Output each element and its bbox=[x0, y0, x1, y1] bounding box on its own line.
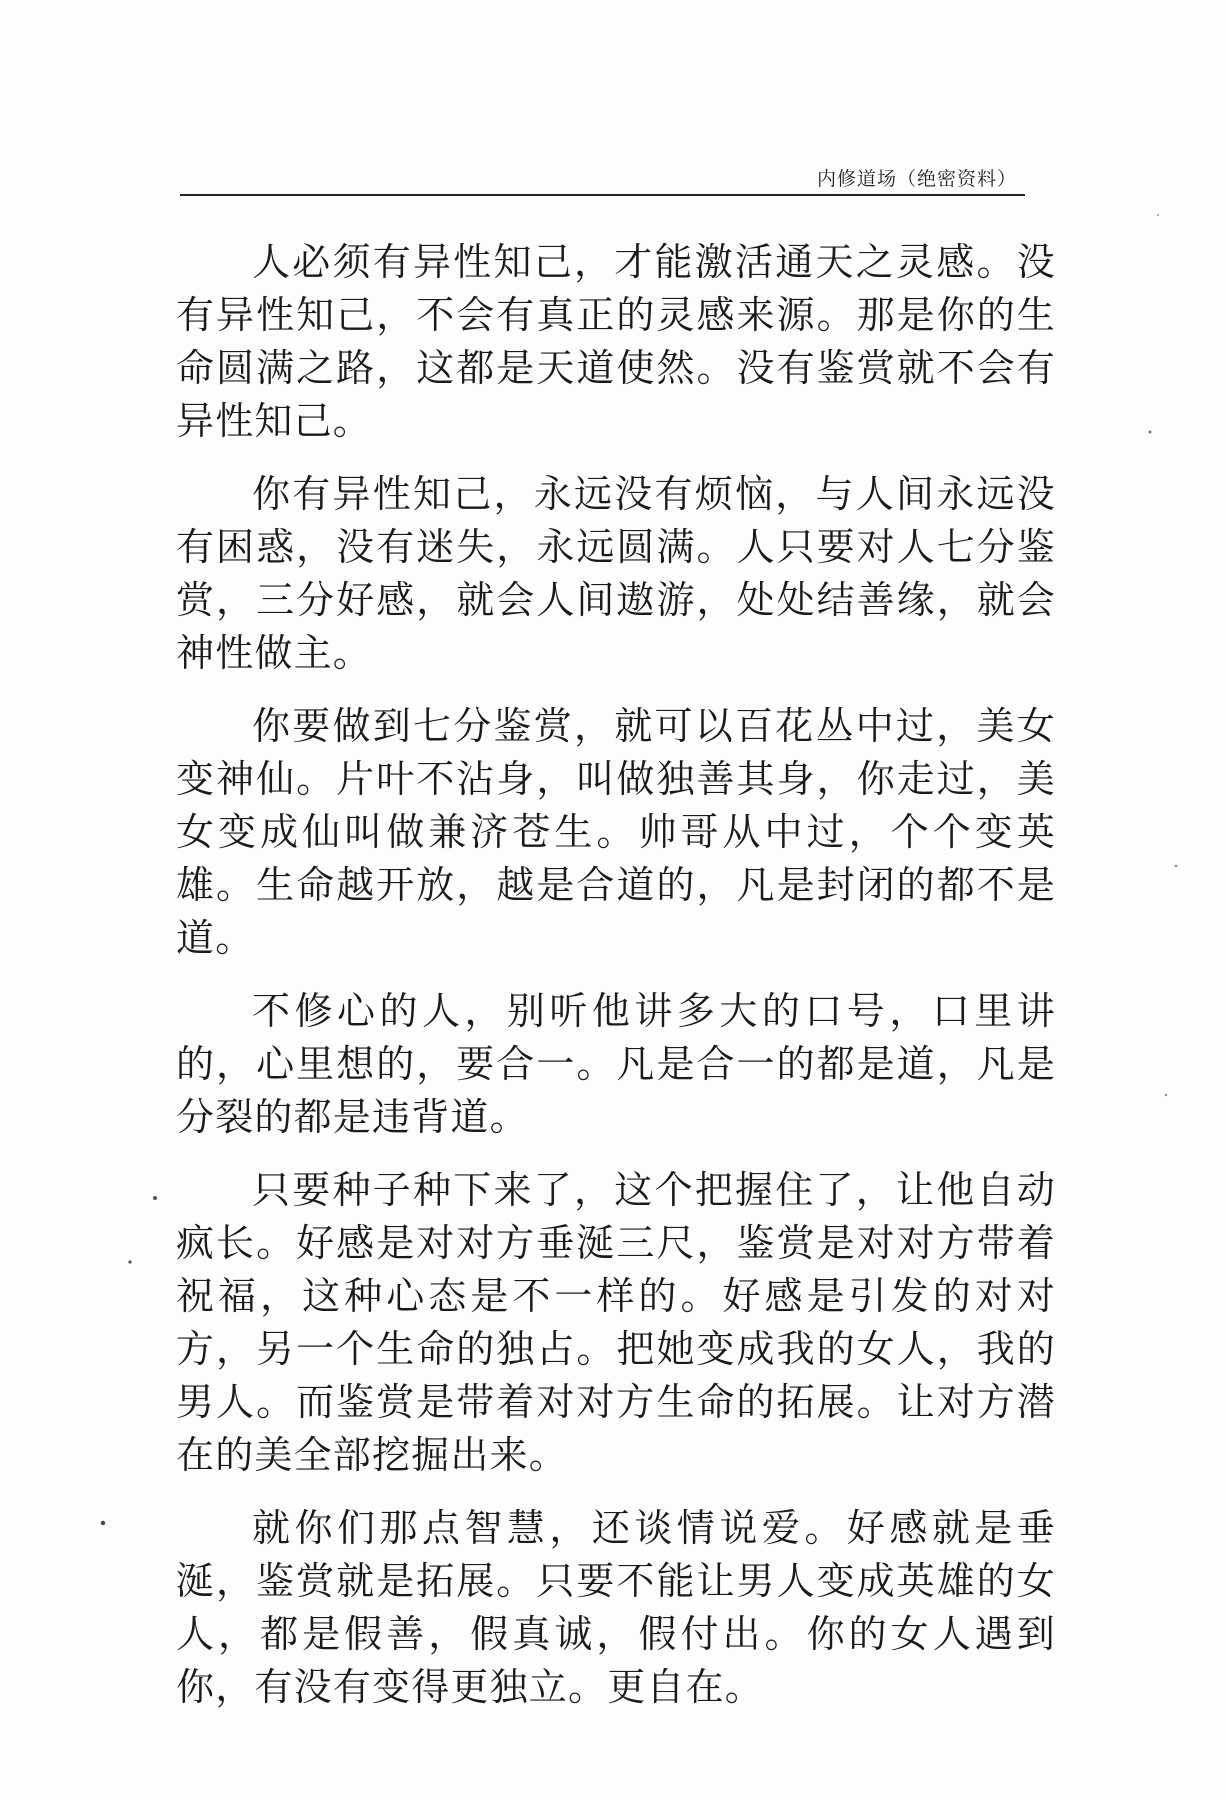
scan-speck bbox=[1149, 431, 1152, 434]
running-header-title: 内修道场（绝密资料） bbox=[816, 168, 1017, 190]
paragraph-3: 你要做到七分鉴赏，就可以百花丛中过，美女变神仙。片叶不沾身，叫做独善其身，你走过，美女变成仙叫做兼济苍生。帅哥从中过，个个变英雄。生命越开放，越是合道的，凡是封闭的都不是道。 bbox=[176, 704, 1056, 960]
scan-speck bbox=[128, 1260, 131, 1263]
scan-speck bbox=[1165, 1094, 1167, 1096]
body-text bbox=[176, 236, 1056, 1734]
paragraph-1: 人必须有异性知己，才能激活通天之灵感。没有异性知己，不会有真正的灵感来源。那是你的生命圆满之路，这都是天道使然。没有鉴赏就不会有异性知己。 bbox=[176, 240, 1056, 443]
paragraph-2: 你有异性知己，永远没有烦恼，与人间永远没有困惑，没有迷失，永远圆满。人只要对人七分鉴赏，三分好感，就会人间遨游，处处结善缘，就会神性做主。 bbox=[176, 472, 1056, 675]
scan-speck bbox=[153, 1196, 157, 1200]
scan-speck bbox=[101, 1521, 105, 1525]
running-header bbox=[180, 160, 1025, 196]
paragraph-5: 只要种子种下来了，这个把握住了，让他自动疯长。好感是对对方垂涎三尺，鉴赏是对对方带着祝福，这种心态是不一样的。好感是引发的对对方，另一个生命的独占。把她变成我的女人，我的男人。而鉴赏是带着对对方生命的拓展。让对方潜在的美全部挖掘出来。 bbox=[176, 1168, 1056, 1477]
paragraph-6: 就你们那点智慧，还谈情说爱。好感就是垂涎，鉴赏就是拓展。只要不能让男人变成英雄的女人，都是假善，假真诚，假付出。你的女人遇到你，有没有变得更独立。更自在。 bbox=[176, 1506, 1056, 1709]
scan-speck bbox=[1175, 865, 1178, 868]
paragraph-4: 不修心的人，别听他讲多大的口号，口里讲的，心里想的，要合一。凡是合一的都是道，凡是分裂的都是违背道。 bbox=[176, 989, 1056, 1139]
scan-speck bbox=[1157, 214, 1159, 216]
